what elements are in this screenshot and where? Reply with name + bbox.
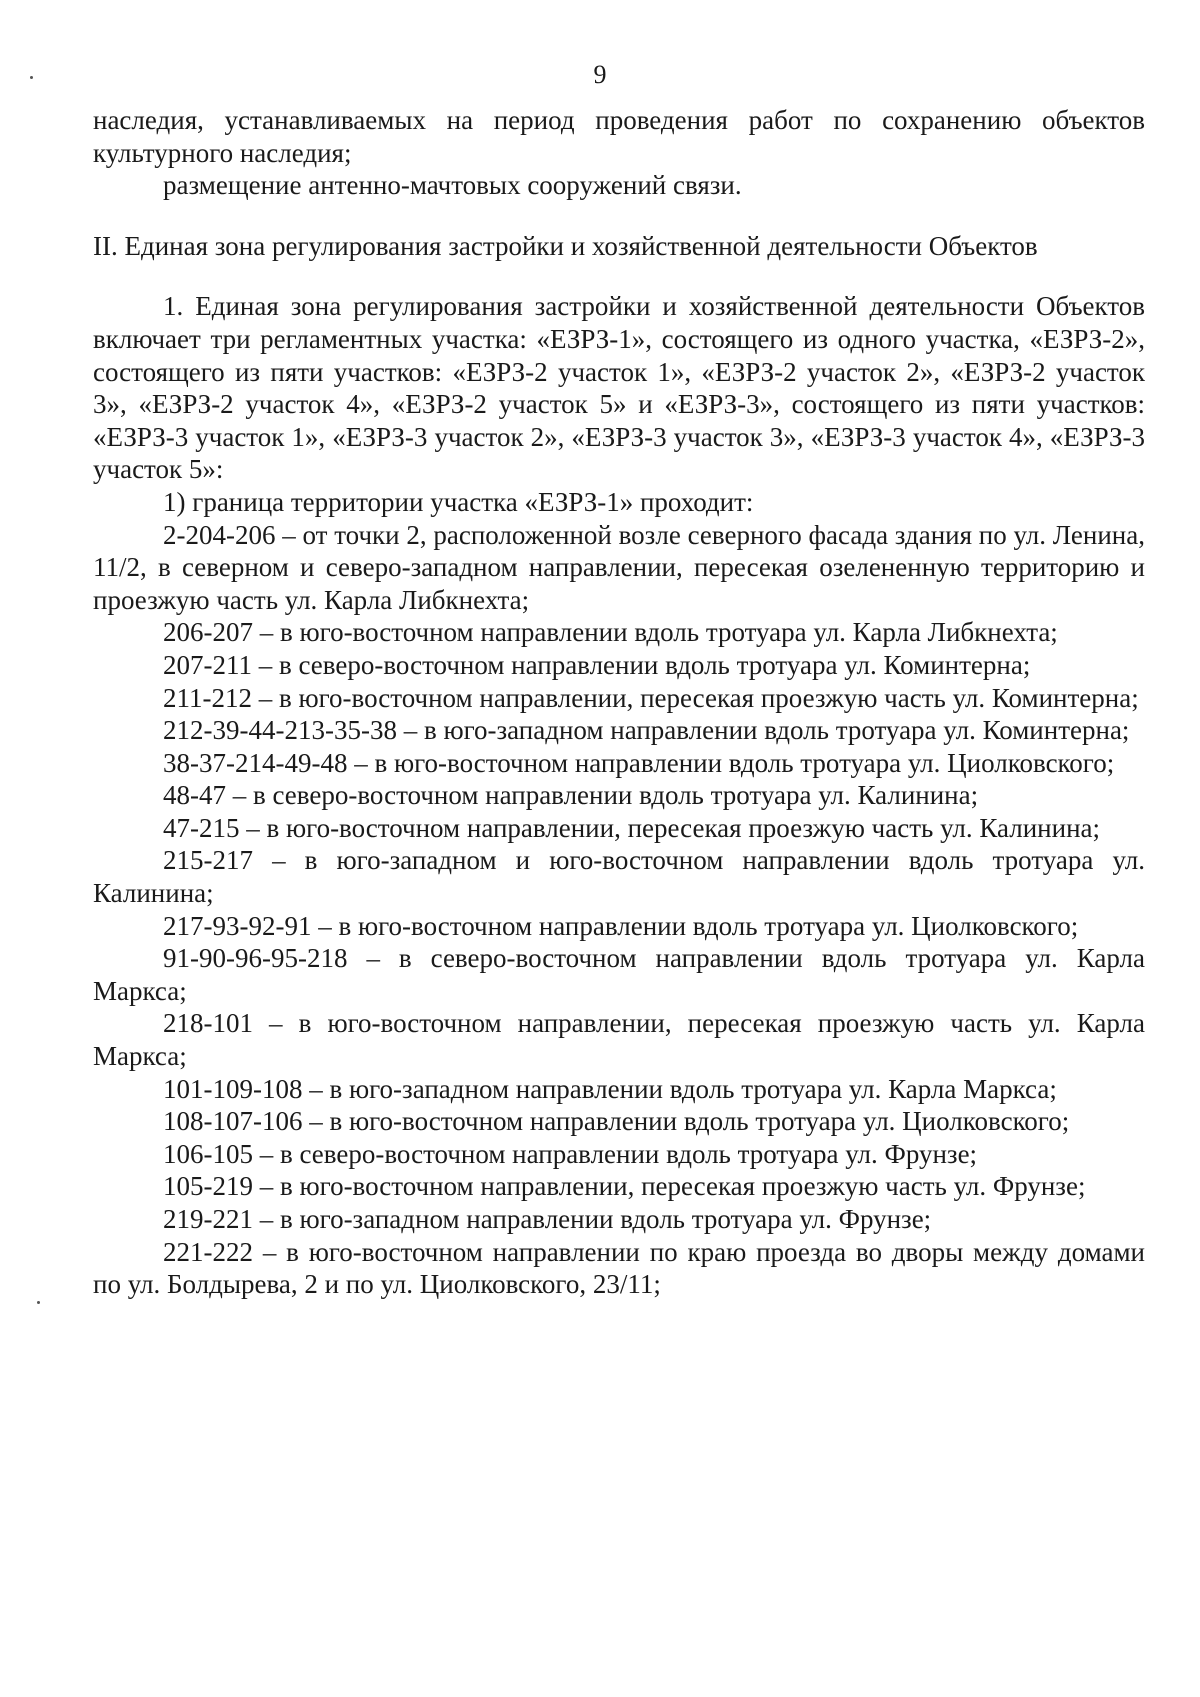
boundary-segment: 221-222 – в юго-восточном направлении по краю проезда во дворы между домами по ул. Болдырева, 2 и по ул. Циолковского, 23/11;: [93, 1236, 1145, 1300]
boundary-segment: 207-211 – в северо-восточном направлении вдоль тротуара ул. Коминтерна;: [163, 649, 1031, 680]
scan-speck: [37, 1301, 40, 1304]
boundary-segment: 206-207 – в юго-восточном направлении вдоль тротуара ул. Карла Либкнехта;: [163, 617, 1058, 648]
boundary-segment: 108-107-106 – в юго-восточном направлении вдоль тротуара ул. Циолковского;: [163, 1106, 1070, 1137]
document-body: [93, 104, 1145, 1301]
scan-speck: [30, 76, 33, 79]
paragraph-zone-composition: 1. Единая зона регулирования застройки и хозяйственной деятельности Объектов включает три регламентных участка: «ЕЗРЗ-1», состоящего из одного участка, «ЕЗРЗ-2», состоящего из пяти участков: «ЕЗРЗ-2 участок 1», «ЕЗРЗ-2 участок 2», «ЕЗРЗ-2 участок 3», «ЕЗРЗ-2 участок 4», «ЕЗРЗ-2 участок 5» и «ЕЗРЗ-3», состоящего из пяти участков: «ЕЗРЗ-3 участок 1», «ЕЗРЗ-3 участок 2», «ЕЗРЗ-3 участок 3», «ЕЗРЗ-3 участок 4», «ЕЗРЗ-3 участок 5»:: [93, 291, 1145, 485]
boundary-segment: 48-47 – в северо-восточном направлении вдоль тротуара ул. Калинина;: [163, 780, 979, 811]
boundary-segment: 91-90-96-95-218 – в северо-восточном направлении вдоль тротуара ул. Карла Маркса;: [93, 943, 1145, 1006]
page-number: 9: [593, 60, 607, 89]
section-heading: II. Единая зона регулирования застройки и хозяйственной деятельности Объектов: [93, 230, 1038, 261]
boundary-segment: 47-215 – в юго-восточном направлении, пересекая проезжую часть ул. Калинина;: [163, 812, 1100, 843]
boundary-segment: 106-105 – в северо-восточном направлении вдоль тротуара ул. Фрунзе;: [163, 1138, 978, 1169]
boundary-segment: 38-37-214-49-48 – в юго-восточном направлении вдоль тротуара ул. Циолковского;: [163, 747, 1115, 778]
paragraph-boundary-intro: 1) граница территории участка «ЕЗРЗ-1» проходит:: [163, 486, 754, 517]
boundary-segment: 212-39-44-213-35-38 – в юго-западном направлении вдоль тротуара ул. Коминтерна;: [163, 715, 1130, 746]
boundary-segment: 105-219 – в юго-восточном направлении, пересекая проезжую часть ул. Фрунзе;: [163, 1171, 1086, 1202]
boundary-segment: 2-204-206 – от точки 2, расположенной возле северного фасада здания по ул. Ленина, 11/2, в северном и северо-западном направлении, пересекая озелененную территорию и проезжую часть ул. Карла Либкнехта;: [93, 519, 1145, 615]
boundary-segment: 215-217 – в юго-западном и юго-восточном направлении вдоль тротуара ул. Калинина;: [93, 845, 1145, 909]
paragraph-intro-continuation: наследия, устанавливаемых на период проведения работ по сохранению объектов культурного наследия;: [93, 105, 1145, 168]
boundary-segment: 217-93-92-91 – в юго-восточном направлении вдоль тротуара ул. Циолковского;: [163, 910, 1079, 941]
boundary-segment: 218-101 – в юго-восточном направлении, пересекая проезжую часть ул. Карла Маркса;: [93, 1008, 1145, 1072]
boundary-segment: 219-221 – в юго-западном направлении вдоль тротуара ул. Фрунзе;: [163, 1204, 932, 1234]
paragraph-antenna: размещение антенно-мачтовых сооружений связи.: [163, 170, 742, 201]
boundary-segment: 101-109-108 – в юго-западном направлении вдоль тротуара ул. Карла Маркса;: [163, 1073, 1057, 1104]
boundary-segment: 211-212 – в юго-восточном направлении, пересекая проезжую часть ул. Коминтерна;: [163, 682, 1139, 713]
